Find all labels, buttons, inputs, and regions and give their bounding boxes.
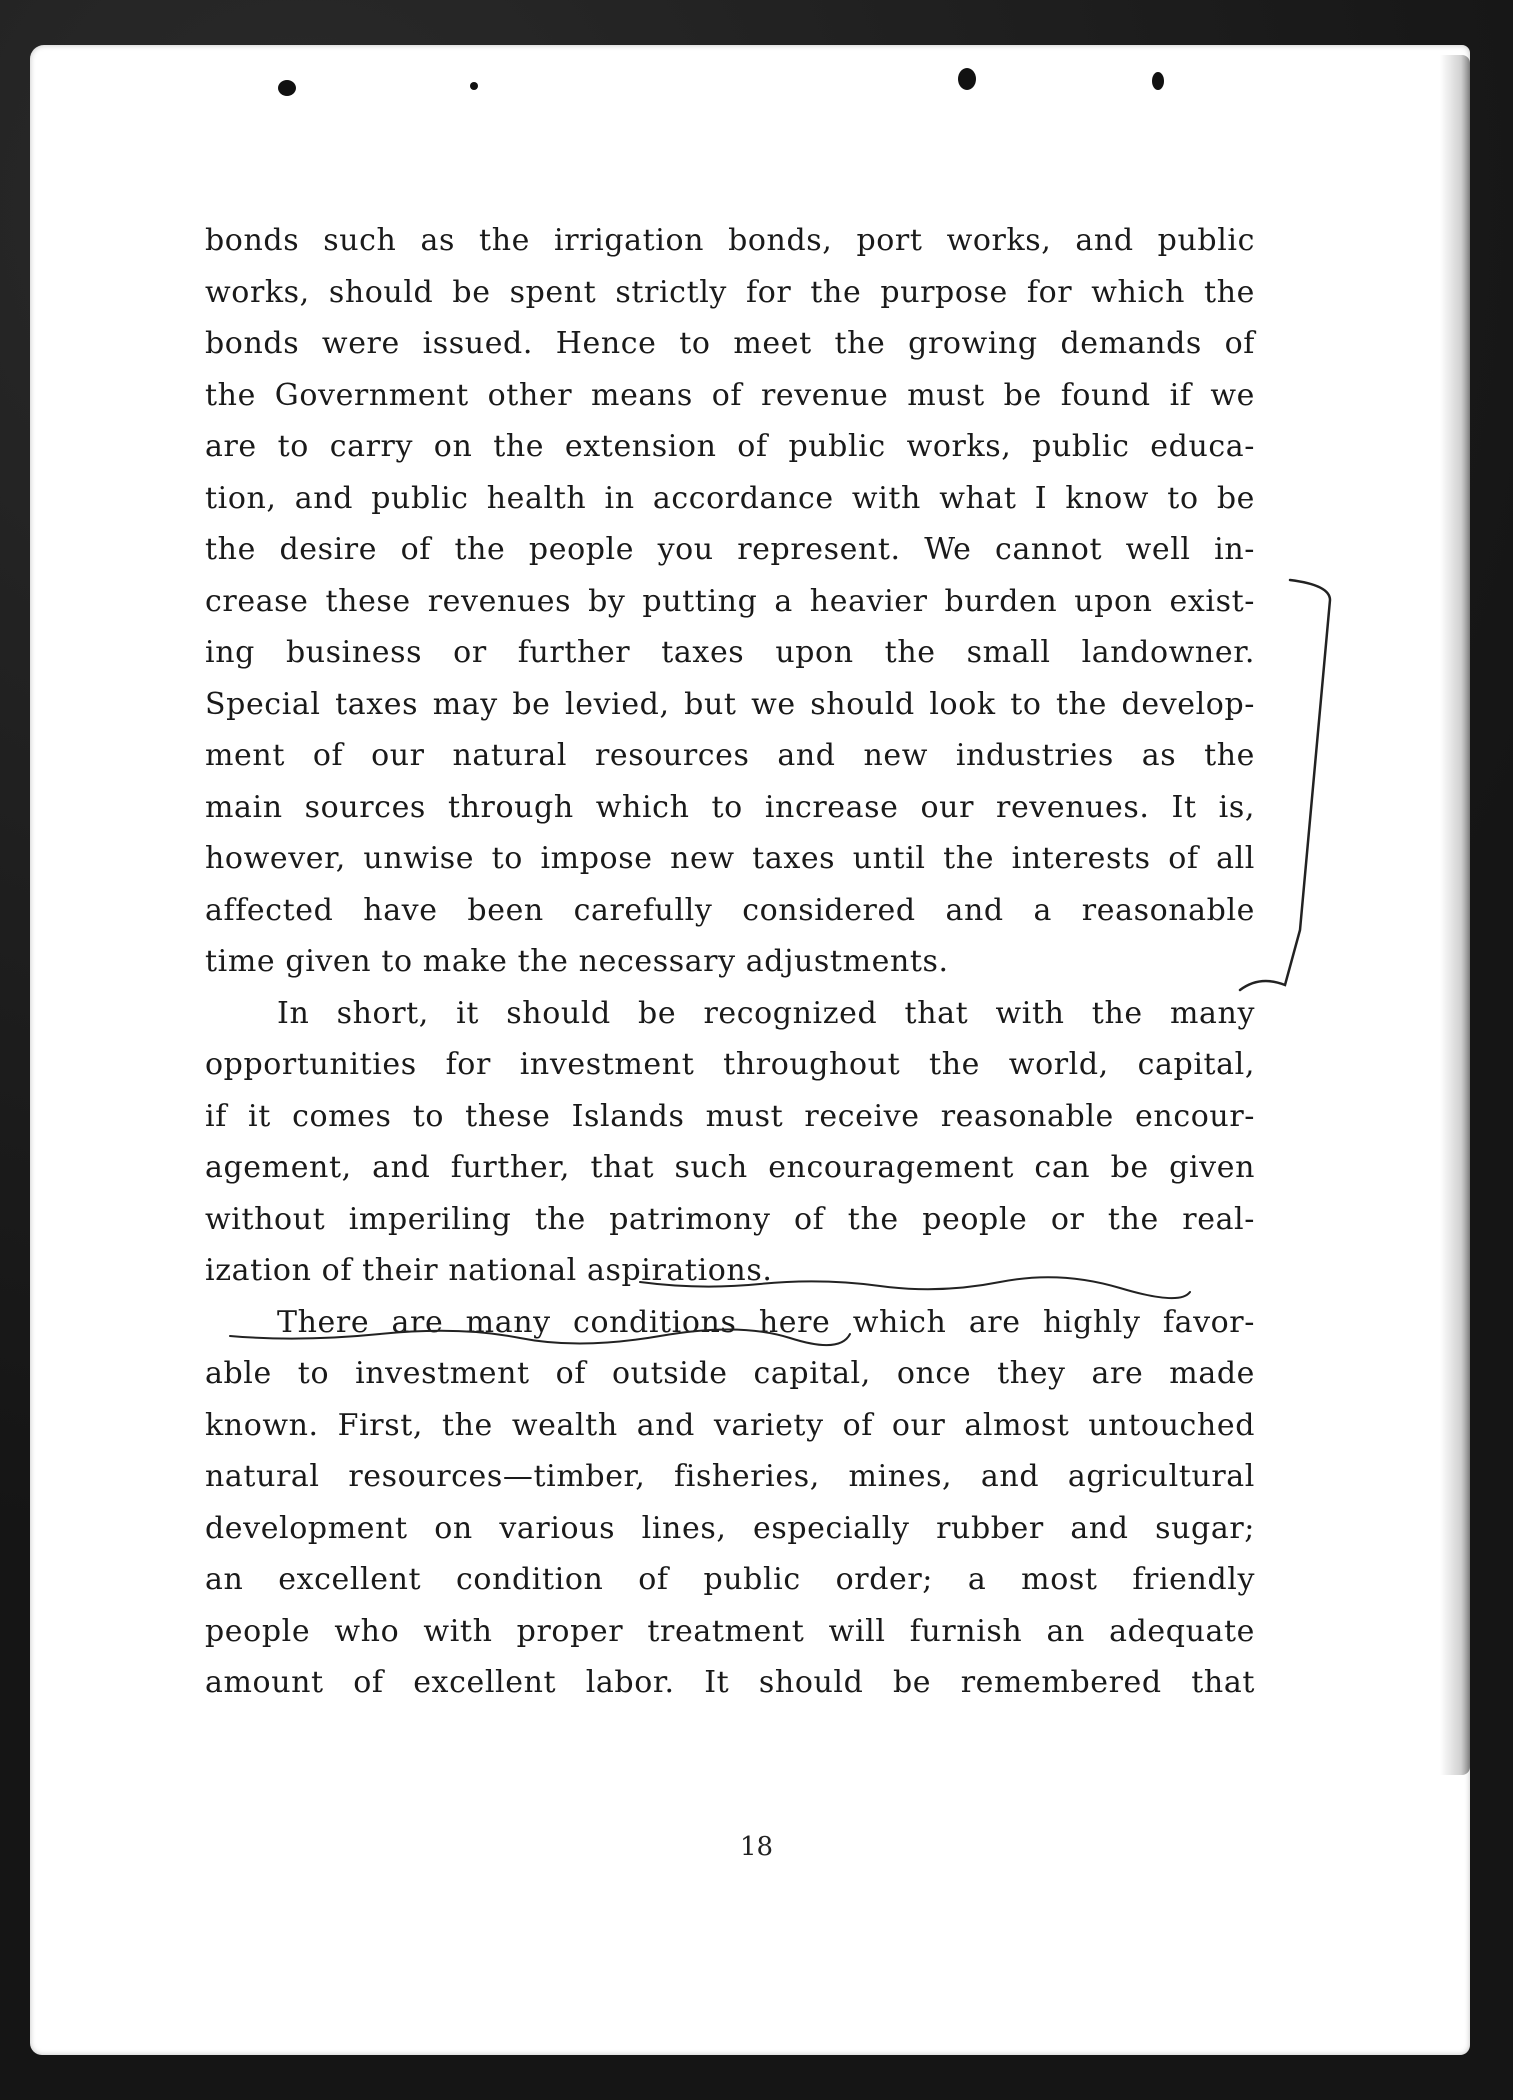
- text-line: ing business or further taxes upon the small landowner.: [205, 635, 1255, 670]
- ink-speck: [958, 68, 976, 90]
- text-line: Special taxes may be levied, but we should look to the develop-: [205, 686, 1255, 722]
- text-line: affected have been carefully considered and a reasonable: [205, 892, 1255, 928]
- text-line: if it comes to these Islands must receive reasonable encour-: [205, 1098, 1255, 1134]
- text-line: amount of excellent labor. It should be remembered that: [205, 1665, 1255, 1700]
- paper-edge-shadow: [1440, 55, 1470, 1775]
- text-line: without imperiling the patrimony of the people or the real-: [205, 1201, 1255, 1237]
- text-line: known. First, the wealth and variety of our almost untouched: [205, 1407, 1255, 1443]
- text-line: main sources through which to increase our revenues. It is,: [205, 789, 1255, 825]
- text-line: crease these revenues by putting a heavier burden upon exist-: [205, 583, 1255, 619]
- page-number: 18: [739, 1832, 774, 1862]
- paragraph-1: [205, 215, 1255, 988]
- text-line: an excellent condition of public order; a most friendly: [205, 1562, 1255, 1597]
- text-line: works, should be spent strictly for the purpose for which the: [205, 274, 1255, 310]
- text-line: opportunities for investment throughout the world, capital,: [205, 1047, 1255, 1082]
- text-line: bonds were issued. Hence to meet the growing demands of: [205, 326, 1255, 361]
- text-line: There are many conditions here which are highly favor-: [277, 1304, 1255, 1340]
- text-line: natural resources—timber, fisheries, mines, and agricultural: [205, 1459, 1255, 1494]
- paragraph-3: [205, 1297, 1255, 1709]
- text-line: development on various lines, especially rubber and sugar;: [205, 1510, 1255, 1546]
- text-line: ment of our natural resources and new industries as the: [205, 738, 1255, 773]
- text-line: agement, and further, that such encouragement can be given: [205, 1150, 1255, 1185]
- text-line: ization of their national aspirations.: [205, 1253, 773, 1288]
- text-line: the desire of the people you represent. We cannot well in-: [205, 532, 1255, 567]
- text-line: bonds such as the irrigation bonds, port works, and public: [205, 223, 1255, 258]
- paragraph-2: [205, 988, 1255, 1297]
- text-line: time given to make the necessary adjustments.: [205, 944, 949, 979]
- ink-speck: [470, 82, 478, 90]
- text-line: tion, and public health in accordance with what I know to be: [205, 480, 1255, 516]
- body-text: [205, 215, 1255, 1709]
- ink-speck: [1152, 72, 1164, 90]
- text-line: people who with proper treatment will furnish an adequate: [205, 1613, 1255, 1649]
- text-line: are to carry on the extension of public works, public educa-: [205, 429, 1255, 464]
- text-line: the Government other means of revenue must be found if we: [205, 377, 1255, 413]
- text-line: however, unwise to impose new taxes until the interests of all: [205, 841, 1255, 876]
- text-line: In short, it should be recognized that with the many: [277, 995, 1255, 1031]
- text-line: able to investment of outside capital, once they are made: [205, 1356, 1255, 1391]
- ink-speck: [278, 80, 296, 96]
